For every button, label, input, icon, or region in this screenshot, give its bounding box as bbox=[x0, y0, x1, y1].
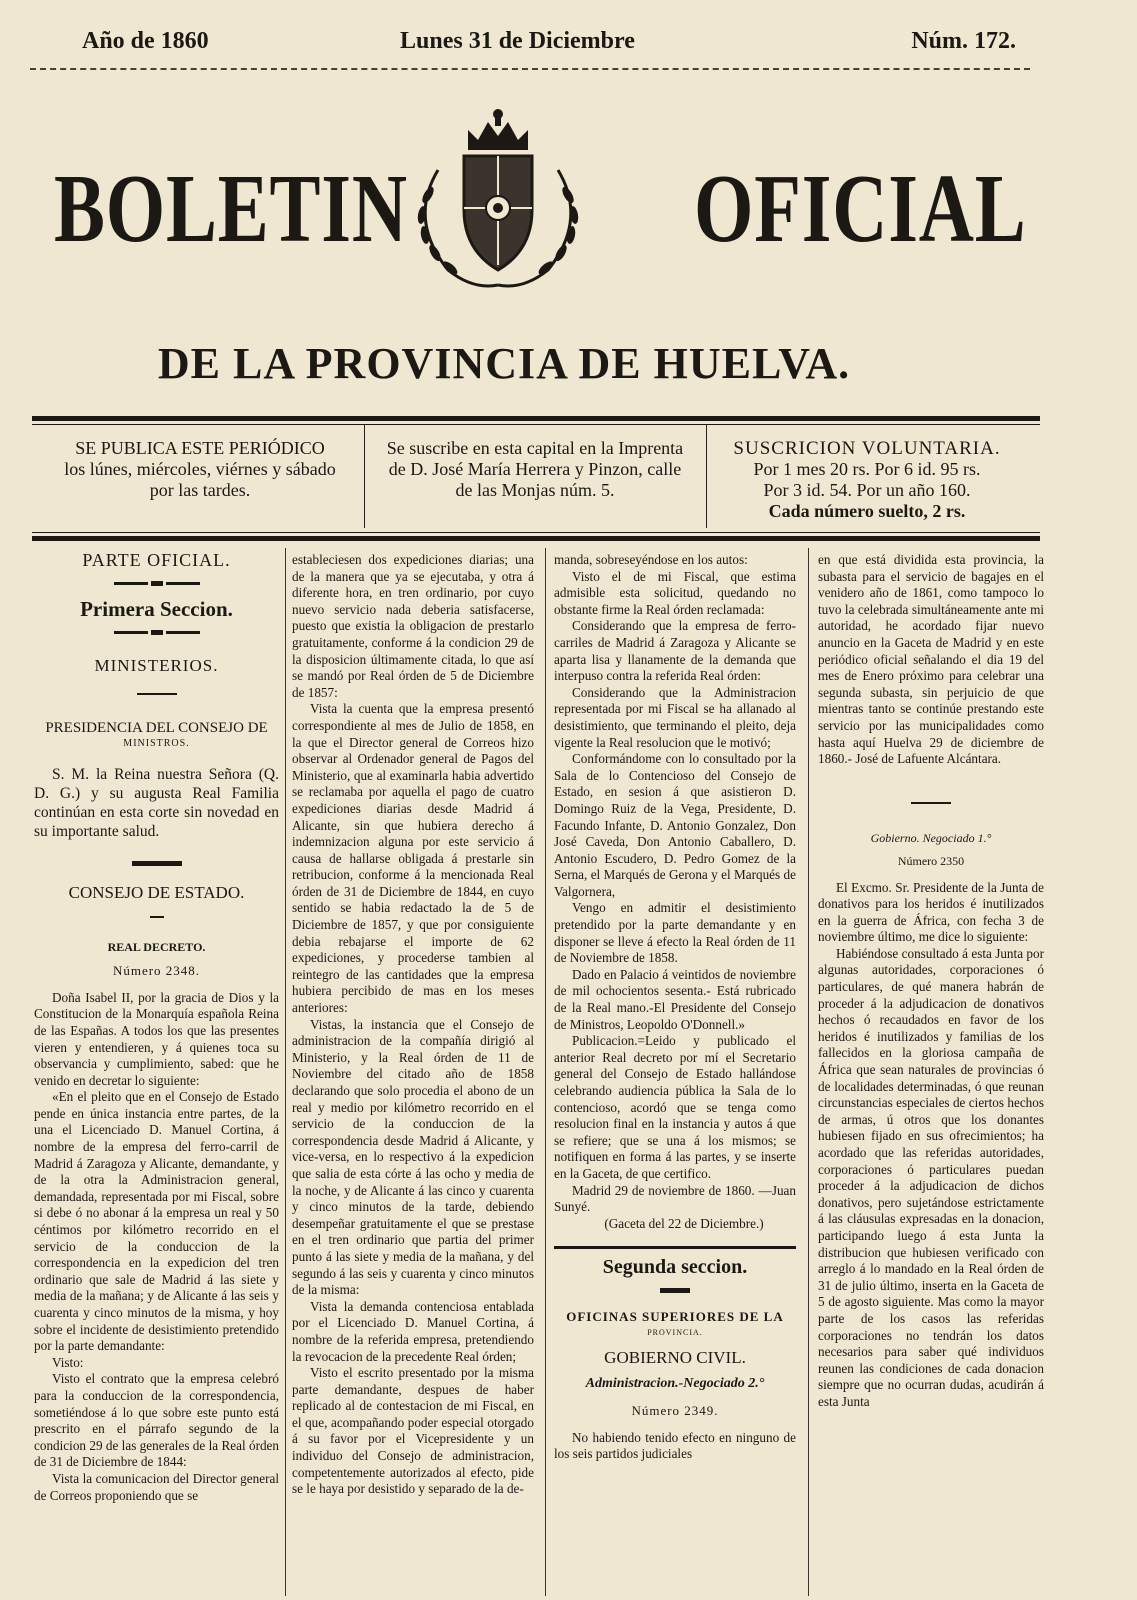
info-line: los lúnes, miércoles, viérnes y sábado bbox=[64, 459, 336, 479]
section-parte-oficial: PARTE OFICIAL. bbox=[82, 552, 231, 570]
ornament bbox=[554, 1282, 796, 1299]
top-dotted-rule bbox=[30, 68, 1030, 70]
section-primera: Primera Seccion. bbox=[80, 597, 233, 622]
ornament bbox=[34, 685, 279, 702]
paragraph: Dado en Palacio á veintidos de noviembre de mil ochocientos sesenta.- Está rubricado de la Real mano.-El Presidente del Consejo de Ministros, Leopoldo O'Donnell.» bbox=[554, 966, 796, 1032]
ornament bbox=[34, 624, 279, 641]
heading-presidencia-sub: MINISTROS. bbox=[123, 738, 190, 750]
masthead-title-right: OFICIAL bbox=[694, 155, 1027, 263]
coat-of-arms-icon bbox=[398, 100, 598, 300]
info-line: de las Monjas núm. 5. bbox=[455, 480, 615, 500]
paragraph: estableciesen dos expediciones diarias; una de la manera que ya se ejecutaba, y otra á diferente hora, en tren ordinario, por cuyo nuevo servicio nada deberia satisfacerse, puesto que existia la obligacion de prestarlo gratuitamente, conforme á la condicion 29 de la disposicion últimamente citada, lo que así se mandó por Real órden de 5 de Diciembre de 1857: bbox=[292, 552, 534, 700]
heading-administracion: Administracion.-Negociado 2.° bbox=[585, 1376, 765, 1392]
paragraph: Conformándome con lo consultado por la Sala de lo Contencioso del Consejo de Estado, en sesion á que asistieron D. Domingo Ruiz de la Vega, Presidente, D. Facundo Infante, D. Antonio Gonzalez, Don José Caveda, Don Antonio Caballero, D. Antonio Escudero, D. Pedro Gomez de la Serna, el Marqués de Gerona y el Marqués de Valgornera, bbox=[554, 751, 796, 899]
column-divider bbox=[545, 548, 546, 1596]
paragraph: Visto el contrato que la empresa celebró para la conduccion de la correspondencia, sometiéndose á lo que sobre este punto está prescrito en el párrafo segundo de la condicion 29 de las generales de la Real órden de 31 de Diciembre de 1844: bbox=[34, 1371, 279, 1470]
heading-oficinas: OFICINAS SUPERIORES DE LA bbox=[566, 1308, 784, 1324]
heading-presidencia: PRESIDENCIA DEL CONSEJO DE bbox=[45, 719, 268, 736]
ornament bbox=[34, 908, 279, 925]
section-rule bbox=[554, 1246, 796, 1249]
paragraph: manda, sobreseyéndose en los autos: bbox=[554, 552, 748, 567]
section-segunda: Segunda seccion. bbox=[602, 1256, 748, 1279]
info-line: Cada número suelto, 2 rs. bbox=[768, 501, 966, 521]
issue-year: Año de 1860 bbox=[82, 28, 209, 54]
paragraph: Visto el escrito presentado por la misma parte demandante, despues de haber replicado al de contestacion de mi Fiscal, en el que, acompañando poder especial otorgado á su favor por el Vicepresidente y un individuo del Consejo de administracion, competentemente autorizados al efecto, pide se le haya por desistido y separado de la de- bbox=[292, 1365, 534, 1497]
paragraph: S. M. la Reina nuestra Señora (Q. D. G.) y su augusta Real Familia continúan en esta corte sin novedad en su importante salud. bbox=[34, 765, 279, 840]
heading-gobierno-negociado: Gobierno. Negociado 1.° bbox=[870, 831, 992, 846]
info-subscription-place bbox=[370, 438, 700, 501]
paragraph: Visto: bbox=[52, 1354, 84, 1370]
masthead-title-left: BOLETIN bbox=[54, 155, 408, 263]
decree-number: Número 2349. bbox=[631, 1402, 719, 1418]
body-thin-rule bbox=[32, 532, 1040, 533]
info-line: Por 1 mes 20 rs. Por 6 id. 95 rs. bbox=[753, 459, 981, 479]
column-4 bbox=[818, 552, 1044, 1592]
paragraph: Considerando que la empresa de ferro-carriles de Madrid á Zaragoza y Alicante se aparta lisa y llanamente de la demanda que interpuso contra la referida Real órden: bbox=[554, 618, 796, 684]
info-divider bbox=[364, 424, 365, 528]
column-3 bbox=[554, 552, 796, 1592]
paragraph: No habiendo tenido efecto en ninguno de los seis partidos judiciales bbox=[554, 1429, 796, 1462]
ornament bbox=[34, 855, 279, 872]
heading-gobierno-civil: GOBIERNO CIVIL. bbox=[604, 1347, 746, 1367]
column-2 bbox=[292, 552, 534, 1592]
masthead-subtitle: DE LA PROVINCIA DE HUELVA. bbox=[157, 339, 851, 388]
info-line: de D. José María Herrera y Pinzon, calle bbox=[388, 459, 682, 479]
issue-date: Lunes 31 de Diciembre bbox=[400, 28, 635, 54]
paragraph: en que está dividida esta provincia, la subasta para el servicio de bagajes en el venidero año de 1861, como tampoco lo tuvo la celebrada simultáneamente ante mi autoridad, he acordado fijar nuevo anuncio en la Gaceta de Madrid y en este periódico oficial señalando el dia 19 del mes de Enero próximo para celebrar una segunda subasta, sin perjuicio de que mientras tanto se continúe prestando este servicio por las municipalidades como hasta aquí Huelva 29 de diciembre de 1860.- José de Lafuente Alcántara. bbox=[818, 552, 1044, 767]
paragraph: Considerando que la Administracion representada por mi Fiscal se ha allanado al desistimiento, que terminando el pleito, deja vigente la Real resolucion que le motivó; bbox=[554, 684, 796, 750]
paragraph: Vengo en admitir el desistimiento pretendido por la parte demandante y en disponer se lleve á efecto la Real órden de 11 de Noviembre de 1858. bbox=[554, 900, 796, 966]
header-thick-rule bbox=[32, 416, 1040, 421]
paragraph: El Excmo. Sr. Presidente de la Junta de donativos para los heridos é inutilizados en la guerra de África, con fecha 3 de noviembre último, me dice lo siguiente: bbox=[818, 879, 1044, 945]
decree-number: Número 2350 bbox=[897, 853, 965, 868]
paragraph: Madrid 29 de noviembre de 1860. —Juan Sunyé. bbox=[554, 1182, 796, 1215]
paragraph: Vista la demanda contenciosa entablada por el Licenciado D. Manuel Cortina, á nombre de la referida empresa, pretendiendo la revocacion de la precedente Real órden; bbox=[292, 1298, 534, 1364]
paragraph: Publicacion.=Leido y publicado el anterior Real decreto por mí el Secretario general del Consejo de Estado hallándose celebrando audiencia pública la Sala de lo contencioso, acordó que se tenga como resolucion final en la instancia y autos á que se refiere; que se una á los mismos; se notifiquen en forma á las partes, y se inserte en la Gaceta, de que certifico. bbox=[554, 1033, 796, 1181]
heading-provincia: PROVINCIA. bbox=[647, 1328, 703, 1338]
paragraph: Vistas, la instancia que el Consejo de administracion de la compañía dirigió al Ministerio, y la Real órden de 11 de Noviembre del citado año de 1858 declarando que solo procedia el abono de un real y medio por kilómetro recorrido en el servicio de la conduccion de la correspondencia desde Madrid á Alicante, y vice-versa, en lo respectivo á la expedicion que salia de esta córte á las ocho y media de la noche, y de Alicante á las cinco y cuarenta y cinco minutos de la tarde, debiendo desempeñar gratuitamente el que se prestase en el tren ordinario que partia del primer punto á las siete y media de la mañana, y del segundo á las seis y cuarenta y cinco minutos de la misma: bbox=[292, 1016, 534, 1298]
paragraph: Visto el de mi Fiscal, que estima admisible esta solicitud, quedando no obstante firme la Real órden reclamada: bbox=[554, 568, 796, 617]
body-thick-rule bbox=[32, 536, 1040, 541]
column-1 bbox=[34, 552, 279, 1592]
info-line: Por 3 id. 54. Por un año 160. bbox=[763, 480, 971, 500]
info-line: por las tardes. bbox=[149, 480, 251, 500]
gaceta-source: (Gaceta del 22 de Diciembre.) bbox=[604, 1215, 764, 1231]
info-line: SUSCRICION VOLUNTARIA. bbox=[733, 438, 1001, 459]
decree-number: Número 2348. bbox=[112, 963, 201, 979]
column-divider bbox=[285, 548, 286, 1596]
issue-number: Núm. 172. bbox=[911, 28, 1016, 54]
paragraph: Vista la cuenta que la empresa presentó correspondiente al mes de Julio de 1858, en la que el Director general de Correos hizo observar al Ordenador general de Pagos del Ministerio, que al examinarla habia advertido se reclamaba por aquella el pago de cuatro expediciones diarias desde Madrid á Alicante, sin que hubiera derecho á indemnizacion alguna por este servicio á causa de hallarse obligada á prestarle sin retribucion, conforme á la mencionada Real órden de 31 de Diciembre de 1844, en cuyo sentido se habia redactado la de 5 de Diciembre de 1857, y que por consiguiente debia rebajarse el importe de 62 expediciones, y procederse tambien al reintegro de las cantidades que la empresa hubiera percibido de mas en los meses anteriores: bbox=[292, 701, 534, 1016]
heading-consejo-estado: CONSEJO DE ESTADO. bbox=[68, 883, 245, 903]
paragraph: «En el pleito que en el Consejo de Estado pende en única instancia entre partes, de la una el Licenciado D. Manuel Cortina, á nombre de la empresa del ferro-carril de Madrid á Zaragoza y Alicante, demandante, y de la otra la Administracion general, demandada, representada por mi Fiscal, sobre si debe ó no abonar á la empresa un real y 50 céntimos por kilómetro recorrido en el servicio de la conduccion de la correspondencia en la expedicion del tren ordinario que sale de Madrid á las siete y media de la mañana; y de Alicante á las seis y cuarenta y cinco minutos de la misma, y hoy sobre el incidente de desistimiento pretendido por la parte demandante: bbox=[34, 1089, 279, 1354]
heading-real-decreto: REAL DECRETO. bbox=[107, 939, 206, 954]
column-divider bbox=[808, 548, 809, 1596]
paragraph: Doña Isabel II, por la gracia de Dios y la Constitucion de la Monarquía española Reina de las Españas. A todos los que las presentes vieren y entendieren, y á quienes toca su observancia y cumplimiento, sabed: que he venido en decretar lo siguiente: bbox=[34, 989, 279, 1088]
info-divider bbox=[706, 424, 707, 528]
ornament bbox=[818, 794, 1044, 811]
info-prices bbox=[712, 438, 1022, 522]
info-publication bbox=[40, 438, 360, 501]
header-thin-rule bbox=[32, 424, 1040, 425]
paragraph: Vista la comunicacion del Director general de Correos proponiendo que se bbox=[34, 1470, 279, 1503]
paragraph: Habiéndose consultado á esta Junta por algunas autoridades, corporaciones ó particulares, de qué manera habrán de proceder á la adjudicacion de donativos hechos ó recaudados en favor de los heridos é inutilizados y familias de los fallecidos en la gloriosa campaña de África que sean naturales de provincias ó de localidades determinadas, ó que reunan circunstancias especiales de ciertos hechos de armas, ú otros que los donantes hubiesen fijado en sus ofrecimientos; ha acordado que las referidas autoridades, corporaciones ó particulares puedan proceder á la adjudicacion de dichos donativos, pero sujetándose estrictamente á las cláusulas expresadas en la donacion, participando luego á esta Junta la distribucion que hubiesen verificado con arreglo á lo mandado en la Real órden de 31 de julio último, inserta en la Gaceta de 5 de agosto siguiente. Mas como la mayor parte de los casos las referidas corporaciones no tendrán los datos necesarios para saber qué individuos reunen las condiciones de cada donacion siempre que no ocurran dudas, acudirán á esta Junta bbox=[818, 945, 1044, 1409]
info-line: SE PUBLICA ESTE PERIÓDICO bbox=[75, 438, 325, 458]
ornament bbox=[34, 575, 279, 592]
info-line: Se suscribe en esta capital en la Imprenta bbox=[386, 438, 684, 458]
heading-ministerios: MINISTERIOS. bbox=[94, 656, 219, 676]
date-bar bbox=[70, 28, 1030, 58]
